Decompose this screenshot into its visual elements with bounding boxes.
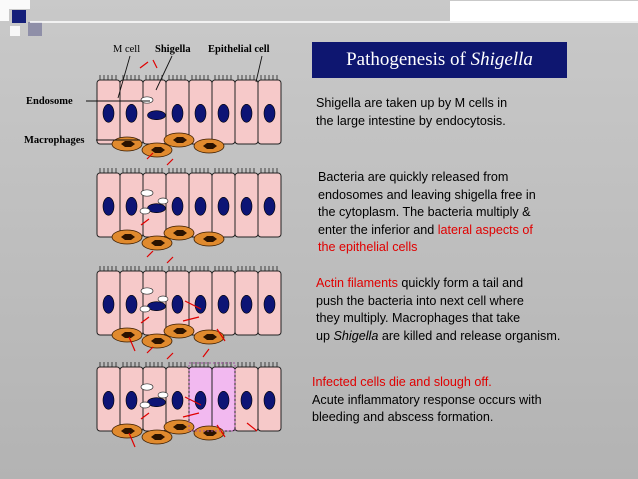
microvilli xyxy=(261,75,277,80)
microvilli xyxy=(100,168,116,173)
step-2-line-5: the epithelial cells xyxy=(318,240,418,254)
microvilli xyxy=(100,266,116,271)
shigella-mark xyxy=(203,349,209,357)
microvilli xyxy=(215,266,231,271)
nucleus xyxy=(218,104,229,122)
step-1-text xyxy=(316,95,507,130)
nucleus xyxy=(172,295,183,313)
endosome xyxy=(141,288,153,294)
step-4-text xyxy=(312,374,542,427)
step-2-line-3: the cytoplasm. The bacteria multiply & xyxy=(318,205,531,219)
nucleus xyxy=(241,104,252,122)
microvilli xyxy=(123,266,139,271)
step-3-line-3: they multiply. Macrophages that take xyxy=(316,311,521,325)
microvilli xyxy=(169,362,185,367)
label-endosome: Endosome xyxy=(26,96,73,107)
nucleus xyxy=(195,391,206,409)
nucleus xyxy=(126,104,137,122)
endosome xyxy=(141,384,153,390)
microvilli xyxy=(169,266,185,271)
step-3-line-4-italic: Shigella xyxy=(333,328,379,343)
nucleus xyxy=(195,104,206,122)
bacterium xyxy=(158,392,168,398)
epithelium-row-4 xyxy=(97,347,281,447)
shigella-mark xyxy=(167,353,173,359)
title-italic: Shigella xyxy=(470,49,533,70)
microvilli xyxy=(146,75,162,80)
nucleus xyxy=(172,391,183,409)
bacterium xyxy=(140,402,150,408)
nucleus xyxy=(172,104,183,122)
nucleus xyxy=(241,295,252,313)
nucleus xyxy=(103,197,114,215)
m-cell-nucleus xyxy=(148,111,166,120)
nucleus xyxy=(241,197,252,215)
epithelium-row-3 xyxy=(97,251,281,351)
nucleus xyxy=(195,295,206,313)
step-1-line-2: the large intestine by endocytosis. xyxy=(316,113,506,128)
nucleus xyxy=(241,391,252,409)
step-4-line-2: Acute inflammatory response occurs with xyxy=(312,392,542,407)
step-2-line-1: Bacteria are quickly released from xyxy=(318,170,509,184)
microvilli xyxy=(215,168,231,173)
microvilli xyxy=(261,168,277,173)
bacterium xyxy=(158,198,168,204)
shigella-mark xyxy=(167,159,173,165)
nucleus xyxy=(126,391,137,409)
step-2-text xyxy=(318,169,536,257)
microvilli xyxy=(123,362,139,367)
step-1-line-1: Shigella are taken up by M cells in xyxy=(316,96,508,110)
microvilli xyxy=(192,75,208,80)
microvilli xyxy=(238,266,254,271)
label-macrophages: Macrophages xyxy=(24,135,85,146)
shigella-mark xyxy=(153,60,157,68)
step-2-line-4-text: enter the inferior and xyxy=(318,222,438,237)
step-3-line-4 xyxy=(316,328,560,346)
microvilli xyxy=(238,362,254,367)
step-3-line-4-suffix: are killed and release organism. xyxy=(378,328,561,343)
bacterium xyxy=(140,208,150,214)
nucleus xyxy=(264,295,275,313)
microvilli xyxy=(261,362,277,367)
nucleus xyxy=(218,295,229,313)
bacterium xyxy=(140,306,150,312)
nucleus xyxy=(264,391,275,409)
epithelium-row-2 xyxy=(97,153,281,250)
nucleus xyxy=(264,104,275,122)
microvilli xyxy=(192,168,208,173)
microvilli xyxy=(238,75,254,80)
microvilli xyxy=(169,168,185,173)
nucleus xyxy=(126,197,137,215)
nucleus xyxy=(195,197,206,215)
shigella-mark xyxy=(147,347,153,353)
step-3-line-2: push the bacteria into next cell where xyxy=(316,293,524,308)
label-shigella: Shigella xyxy=(155,44,191,55)
shigella-mark xyxy=(140,62,148,68)
nucleus xyxy=(218,197,229,215)
step-4-line-1: Infected cells die and slough off. xyxy=(312,375,492,389)
microvilli xyxy=(123,168,139,173)
step-3-line-1-highlight: Actin filaments xyxy=(316,276,398,290)
step-3-line-4-prefix: up xyxy=(316,328,334,343)
microvilli xyxy=(100,362,116,367)
label-m-cell: M cell xyxy=(113,44,141,55)
endosome xyxy=(141,190,153,196)
bacterium xyxy=(158,296,168,302)
microvilli xyxy=(261,266,277,271)
microvilli xyxy=(192,266,208,271)
step-2-line-4 xyxy=(318,222,536,240)
endosome xyxy=(141,97,153,103)
microvilli xyxy=(215,75,231,80)
microvilli xyxy=(146,362,162,367)
step-2-line-4-highlight: lateral aspects of xyxy=(437,222,533,237)
nucleus xyxy=(172,197,183,215)
nucleus xyxy=(264,197,275,215)
label-epithelial-cell: Epithelial cell xyxy=(208,44,270,55)
nucleus xyxy=(126,295,137,313)
nucleus xyxy=(218,391,229,409)
step-3-line-1-text: quickly form a tail and xyxy=(397,276,524,290)
microvilli xyxy=(238,168,254,173)
title-text: Pathogenesis of xyxy=(346,49,471,70)
nucleus xyxy=(103,391,114,409)
microvilli xyxy=(146,168,162,173)
microvilli xyxy=(169,75,185,80)
page-title xyxy=(312,42,567,78)
microvilli xyxy=(100,75,116,80)
shigella-mark xyxy=(167,257,173,263)
nucleus xyxy=(103,295,114,313)
nucleus xyxy=(103,104,114,122)
microvilli xyxy=(123,75,139,80)
shigella-mark xyxy=(147,251,153,257)
step-3-text xyxy=(316,275,560,345)
step-4-line-3: bleeding and abscess formation. xyxy=(312,410,494,424)
step-2-line-2: endosomes and leaving shigella free in xyxy=(318,187,536,202)
microvilli xyxy=(146,266,162,271)
step-3-line-1 xyxy=(316,275,560,293)
